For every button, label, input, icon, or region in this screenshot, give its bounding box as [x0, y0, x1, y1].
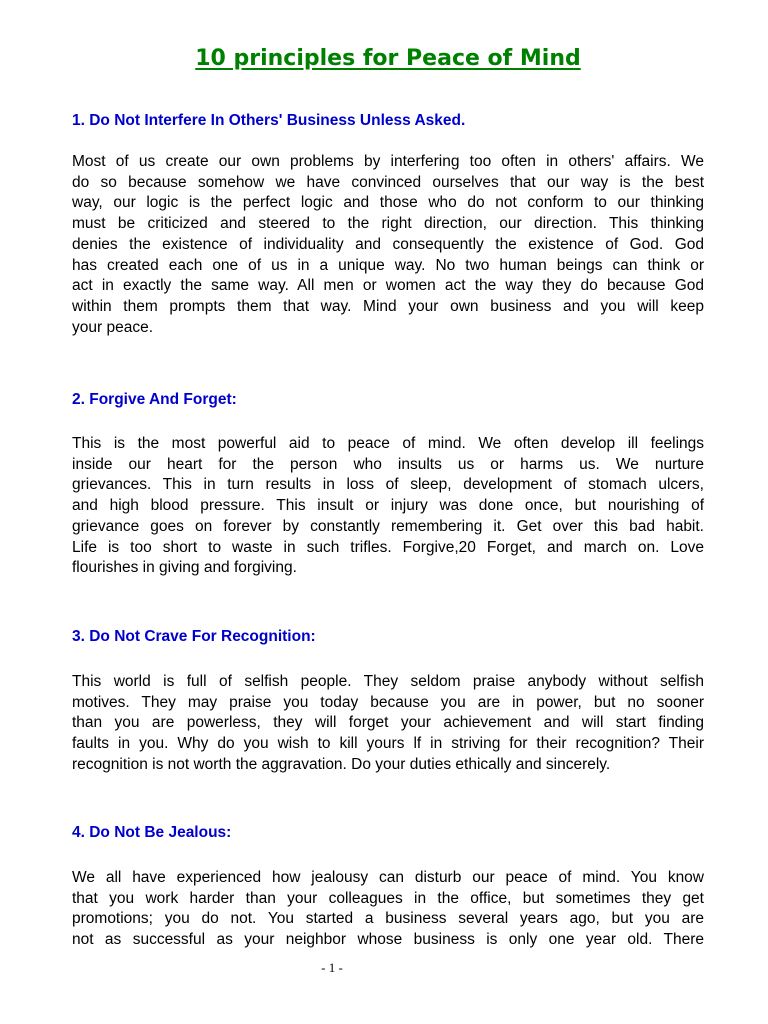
text-line: act in exactly the same way. All men or women act the way they do because God — [72, 277, 704, 295]
text-line: must be criticized and steered to the right direction, our direction. This thinking — [72, 215, 704, 233]
text-line: Most of us create our own problems by interfering too often in others' affairs. We — [72, 153, 704, 170]
text-line: way, our logic is the perfect logic and those who do not conform to our thinking — [72, 194, 704, 212]
text-line: grievance goes on forever by constantly remembering it. Get over this bad habit. — [72, 517, 704, 535]
text-line: your peace. — [72, 318, 153, 336]
document-page — [72, 0, 704, 1024]
text-line: that you work harder than your colleagues in the office, but sometimes they get — [72, 889, 704, 907]
text-line: within them prompts them that way. Mind your own business and you will keep — [72, 297, 704, 315]
text-line: motives. They may praise you today because you are in power, but no sooner — [72, 693, 704, 711]
section-body-1 — [72, 152, 704, 338]
section-heading-3: 3. Do Not Crave For Recognition: — [72, 628, 316, 645]
text-line: do so because somehow we have convinced ourselves that our way is the best — [72, 173, 704, 191]
section-body-4 — [72, 868, 704, 951]
text-line: not as successful as your neighbor whose business is only one year old. There — [72, 931, 704, 949]
text-line: promotions; you do not. You started a business several years ago, but you are — [72, 910, 704, 928]
text-line: faults in you. Why do you wish to kill yours lf in striving for their recognition? Their — [72, 735, 704, 753]
text-line: flourishes in giving and forgiving. — [72, 559, 297, 577]
text-line: This world is full of selfish people. They seldom praise anybody without selfish — [72, 673, 704, 690]
section-heading-1: 1. Do Not Interfere In Others' Business Unless Asked. — [72, 112, 466, 129]
text-line: recognition is not worth the aggravation. Do your duties ethically and sincerely. — [72, 755, 611, 773]
section-heading-4: 4. Do Not Be Jealous: — [72, 824, 232, 841]
section-body-2 — [72, 434, 704, 579]
text-line: grievances. This in turn results in loss of sleep, development of stomach ulcers, — [72, 476, 704, 494]
section-body-3 — [72, 672, 704, 776]
text-line: has created each one of us in a unique way. No two human beings can think or — [72, 256, 704, 274]
text-line: inside our heart for the person who insults us or harms us. We nurture — [72, 455, 704, 473]
text-line: and high blood pressure. This insult or injury was done once, but nourishing of — [72, 497, 704, 515]
text-line: than you are powerless, they will forget your achievement and will start finding — [72, 714, 704, 732]
text-line: We all have experienced how jealousy can disturb our peace of mind. You know — [72, 869, 704, 886]
page-number: - 1 - — [321, 960, 343, 975]
text-line: denies the existence of individuality and consequently the existence of God. God — [72, 235, 704, 253]
document-title: 10 principles for Peace of Mind — [195, 46, 581, 71]
text-line: Life is too short to waste in such trifles. Forgive,20 Forget, and march on. Love — [72, 538, 704, 556]
section-heading-2: 2. Forgive And Forget: — [72, 391, 237, 408]
text-line: This is the most powerful aid to peace of mind. We often develop ill feelings — [72, 435, 704, 452]
